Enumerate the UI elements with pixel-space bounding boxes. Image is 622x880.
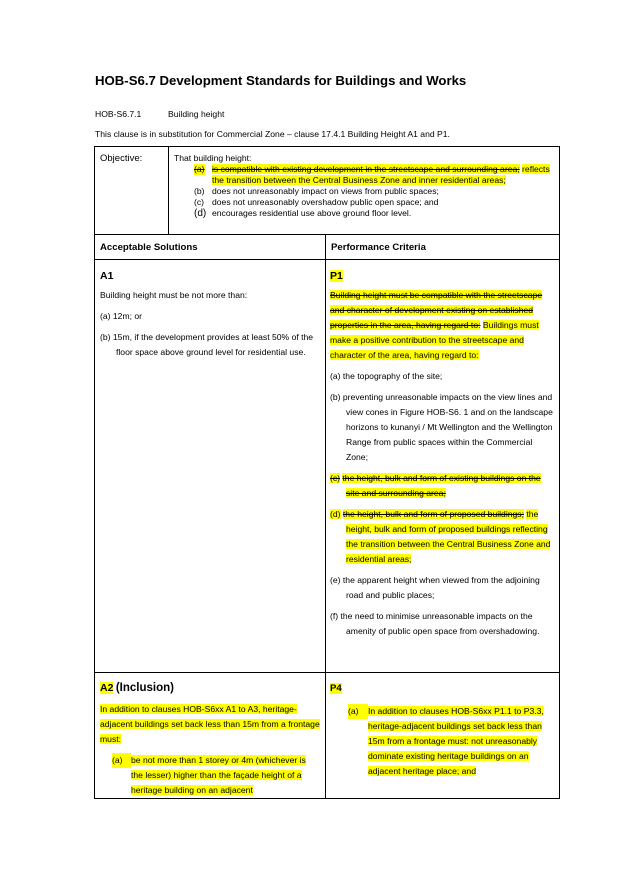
p1-marker-a: (a): [330, 371, 341, 381]
a1-code: A1: [100, 270, 114, 282]
p1-intro-added: Buildings must make a positive contribution to the streetscape and character of the area, having regard to:: [330, 320, 539, 360]
p1-marker-c: (c): [330, 473, 341, 483]
objective-item-b-text: does not unreasonably impact on views from public spaces;: [212, 186, 439, 196]
a2-cell: [100, 681, 320, 798]
p1-marker-d: (d): [330, 509, 341, 519]
clause-number: HOB-S6.7.1: [95, 109, 142, 119]
a1-marker-a: (a): [100, 311, 111, 321]
standards-table: [94, 234, 560, 799]
column-divider: [325, 235, 326, 798]
p1-item-c: [330, 471, 555, 501]
p1-item-a: [330, 369, 555, 384]
p1-item-f-text: the need to minimise unreasonable impacts on the amenity of public open space from overshadowing.: [340, 611, 540, 636]
clause-heading: [95, 109, 224, 119]
substitution-note: This clause is in substitution for Commercial Zone – clause 17.4.1 Building Height A1 and P1.: [95, 129, 450, 139]
objective-label: Objective:: [100, 153, 143, 164]
a2-intro: [100, 702, 320, 747]
p1-item-c-deleted: the height, bulk and form of existing buildings on the site and surrounding area;: [342, 473, 541, 498]
p1-item-b: [330, 390, 555, 465]
p1-marker-b: (b): [330, 392, 341, 402]
a2-suffix: (Inclusion): [115, 682, 174, 694]
p1-item-d: [330, 507, 555, 567]
p4-item-a: [348, 704, 555, 779]
objective-list: [174, 164, 553, 219]
p1-item-e: [330, 573, 555, 603]
objective-intro: That building height:: [174, 153, 252, 163]
p1-intro: [330, 288, 555, 363]
p1-item-d-added: the height, bulk and form of proposed buildings reflecting the transition between the Central Business Zone and residential areas;: [346, 509, 551, 564]
p4-cell: [330, 681, 555, 779]
objective-marker-c: (c): [194, 197, 205, 207]
p1-item-f: [330, 609, 555, 639]
p1-cell: [330, 269, 555, 639]
a1-marker-b: (b): [100, 332, 111, 342]
p1-item-a-text: the topography of the site;: [342, 371, 443, 381]
objective-marker-b: (b): [194, 186, 205, 196]
header-divider: [95, 259, 559, 260]
a2-marker-a: (a): [112, 753, 131, 768]
header-performance-criteria: Performance Criteria: [331, 242, 426, 253]
p4-code: P4: [330, 683, 342, 694]
a2-item-a: [112, 753, 320, 798]
objective-item-a-added: reflects the transition between the Central Business Zone and inner residential areas;: [212, 164, 550, 185]
objective-body: [174, 153, 553, 219]
p1-code: P1: [330, 270, 343, 282]
p1-marker-e: (e): [330, 575, 341, 585]
p1-item-e-text: the apparent height when viewed from the adjoining road and public places;: [342, 575, 540, 600]
p1-marker-f: (f): [330, 611, 339, 621]
objective-item-d: [194, 208, 553, 219]
header-acceptable-solutions: Acceptable Solutions: [100, 242, 198, 253]
page-title: HOB-S6.7 Development Standards for Buildings and Works: [95, 73, 467, 88]
objective-item-b: [194, 186, 553, 197]
a1-cell: [100, 269, 322, 360]
a2-heading: [100, 681, 320, 696]
a2-item-a-text: be not more than 1 storey or 4m (whichever is the lesser) higher than the façade height of a heritage building on an adjacent: [131, 755, 306, 795]
objective-marker-d: (d): [194, 208, 207, 219]
objective-item-c: [194, 197, 553, 208]
objective-item-a: [194, 164, 553, 186]
a1-item-b: [100, 330, 322, 360]
p1-code-wrap: [330, 269, 555, 284]
row-divider: [95, 672, 559, 673]
a1-intro: Building height must be not more than:: [100, 290, 248, 300]
a2-code: A2: [100, 682, 114, 694]
objective-item-d-text: encourages residential use above ground floor level.: [212, 208, 412, 218]
clause-name: Building height: [168, 109, 225, 119]
p1-item-d-deleted: the height, bulk and form of proposed buildings;: [342, 509, 524, 519]
p4-code-wrap: [330, 681, 555, 696]
objective-item-a-deleted: is compatible with existing development in the streetscape and surrounding area;: [212, 164, 520, 174]
a2-intro-text: In addition to clauses HOB-S6xx A1 to A3, heritage-adjacent buildings set back less than 15m from a frontage must:: [100, 704, 320, 744]
a1-item-a-text: 12m; or: [112, 311, 143, 321]
p4-item-a-text: In addition to clauses HOB-S6xx P1.1 to P3.3, heritage-adjacent buildings set back less than 15m from a frontage must: not unreasonably dominate existing heritage buildings on an adjacent heritage place; and: [368, 706, 544, 776]
objective-divider: [168, 147, 169, 234]
p1-item-b-text: preventing unreasonable impacts on the view lines and view cones in Figure HOB-S6. 1 and on the landscape horizons to kunanyi / Mt Wellington and the Wellington Range from public spaces within the Commercial Zone;: [342, 392, 553, 462]
objective-marker-a: (a): [194, 164, 205, 174]
a1-item-a: [100, 309, 322, 324]
p1-intro-deleted: Building height must be compatible with the streetscape and character of development existing on established properties in the area, having regard to:: [330, 290, 543, 330]
p4-marker-a: (a): [348, 704, 368, 719]
a1-item-b-text: 15m, if the development provides at least 50% of the floor space above ground level for residential use.: [112, 332, 314, 357]
objective-item-c-text: does not unreasonably overshadow public open space; and: [212, 197, 439, 207]
objective-table: [94, 146, 560, 234]
